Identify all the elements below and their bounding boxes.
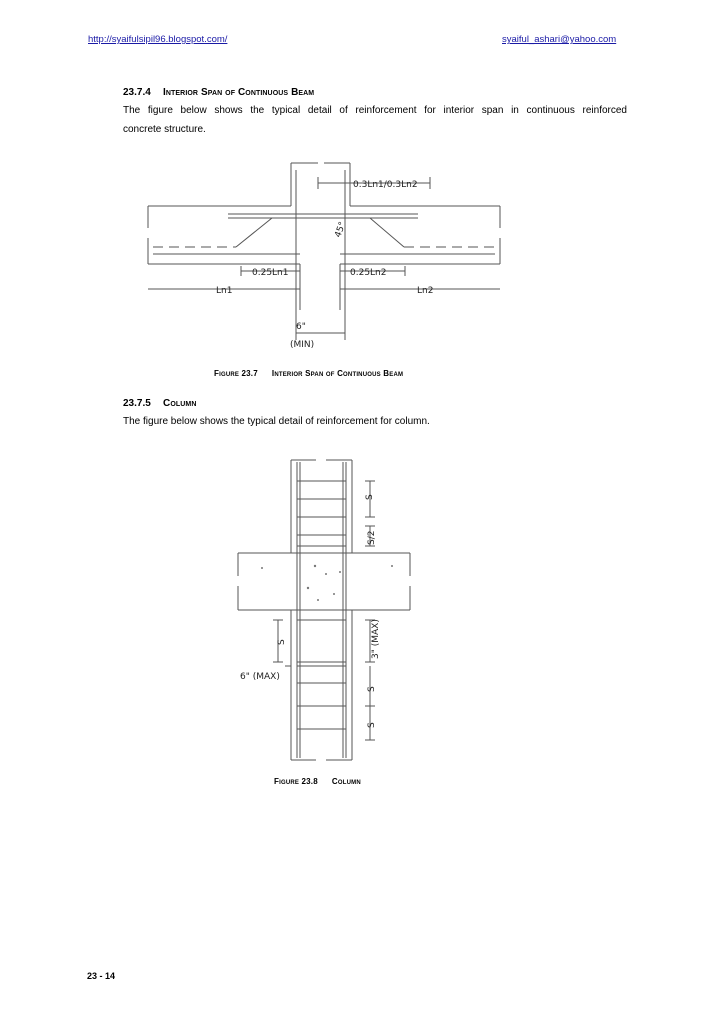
dim-label-top: 0.3Ln1/0.3Ln2	[353, 180, 418, 190]
header-email-link[interactable]: syaiful_ashari@yahoo.com	[502, 34, 617, 45]
dim-label-s-left: S	[277, 639, 287, 645]
body-line-2: concrete structure.	[123, 124, 206, 135]
figure-caption-23-8	[274, 777, 361, 786]
dim-label-s2: S/2	[367, 530, 377, 545]
caption-title: Interior Span of Continuous Beam	[271, 369, 404, 378]
caption-title: Column	[331, 777, 361, 786]
dim-label-six: 6"	[296, 322, 306, 332]
section-title: Column	[163, 398, 197, 409]
dim-label-6max: 6" (MAX)	[240, 672, 280, 682]
dim-label-angle: 45°	[333, 220, 349, 240]
dim-label-3max: 3" (MAX)	[371, 619, 381, 659]
body-line-1: The figure below shows the typical detail of reinforcement for interior span in continuous reinforced	[123, 105, 627, 116]
section-body-column: The figure below shows the typical detail of reinforcement for column.	[123, 416, 430, 427]
dim-label-025ln2: 0.25Ln2	[350, 268, 387, 278]
header-url-link[interactable]: http://syaifulsipil96.blogspot.com/	[88, 34, 228, 45]
dim-label-ln2: Ln2	[417, 286, 434, 296]
dim-label-025ln1: 0.25Ln1	[252, 268, 289, 278]
dim-label-s-bottom-1: S	[367, 686, 377, 692]
dim-label-min: (MIN)	[290, 340, 315, 350]
caption-number: Figure 23.8	[274, 777, 318, 786]
section-number: 23.7.4	[123, 87, 151, 98]
dim-label-s-bottom-2: S	[367, 722, 377, 728]
page-number: 23 - 14	[87, 971, 116, 981]
dim-label-s-top: S	[365, 494, 375, 500]
caption-number: Figure 23.7	[214, 369, 258, 378]
section-title: Interior Span of Continuous Beam	[163, 87, 315, 98]
dim-label-ln1: Ln1	[216, 286, 233, 296]
section-number: 23.7.5	[123, 398, 151, 409]
